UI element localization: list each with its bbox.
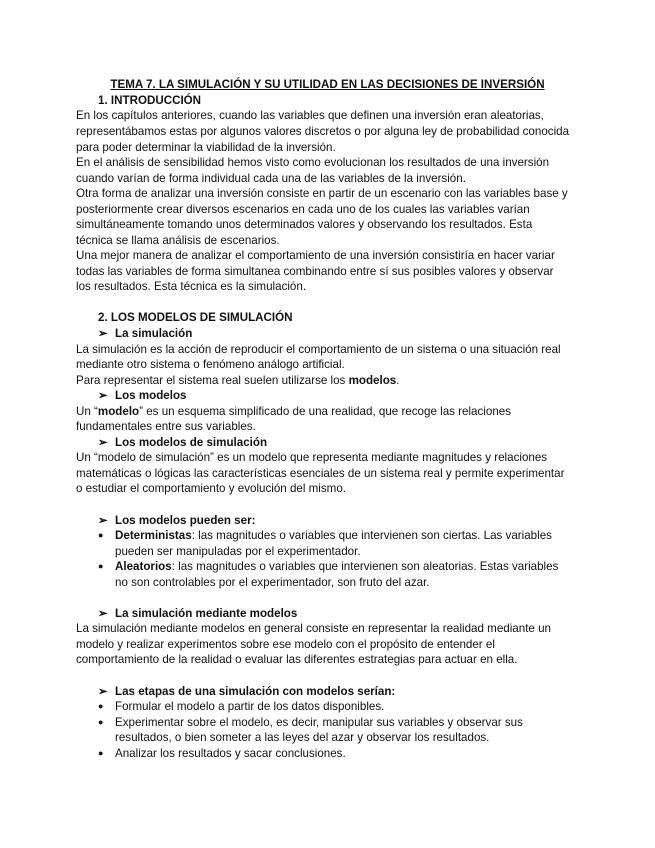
paragraph-line: La simulación mediante modelos en general consiste en representar la realidad mediante un — [76, 622, 551, 635]
list-item-continuation: pueden ser manipuladas por el experimentador. — [115, 545, 361, 558]
list-item-etapa: ● Analizar los resultados y sacar conclusiones. — [98, 747, 346, 760]
arrow-bullet-icon: ➢ — [98, 514, 108, 527]
intro-line: Una mejor manera de analizar el comportamiento de una inversión consistiría en hacer variar — [76, 249, 555, 262]
paragraph-line: Un “modelo” es un esquema simplificado de una realidad, que recoge las relaciones — [76, 405, 512, 418]
intro-line: todas las variables de forma simultanea combinando entre sí sus posibles valores y observar — [76, 265, 554, 278]
intro-line: cuando varían de forma individual cada una de las variables de la inversión. — [76, 172, 466, 185]
paragraph-line: o estudiar el comportamiento y evolución del mismo. — [76, 482, 347, 495]
intro-line: Otra forma de analizar una inversión consiste en partir de un escenario con las variables base y — [76, 187, 568, 200]
arrow-bullet-icon: ➢ — [98, 436, 108, 449]
bullet-icon: ● — [98, 717, 104, 727]
paragraph-line: Un “modelo de simulación” es un modelo que representa mediante magnitudes y relaciones — [76, 451, 548, 464]
paragraph-line: mediante otro sistema o fenómeno análogo artificial. — [76, 358, 345, 371]
subheading-modelos-simulacion: ➢ Los modelos de simulación — [98, 436, 268, 449]
intro-line: posteriormente crear diversos escenarios en cada uno de los cuales las variables varían — [76, 203, 530, 216]
list-item-deterministas: ● Deterministas: las magnitudes o variables que intervienen son ciertas. Las variables — [98, 529, 552, 542]
list-item-aleatorios: ● Aleatorios: las magnitudes o variables que intervienen son aleatorias. Estas variables — [98, 560, 559, 573]
intro-line: En el análisis de sensibilidad hemos visto como evolucionan los resultados de una inversión — [76, 156, 550, 169]
document-title: TEMA 7. LA SIMULACIÓN Y SU UTILIDAD EN LAS DECISIONES DE INVERSIÓN — [110, 78, 545, 91]
bullet-icon: ● — [98, 748, 104, 758]
arrow-bullet-icon: ➢ — [98, 607, 108, 620]
section-2-heading: 2. LOS MODELOS DE SIMULACIÓN — [98, 311, 293, 324]
list-item-etapa: ● Formular el modelo a partir de los datos disponibles. — [98, 700, 385, 713]
intro-line: En los capítulos anteriores, cuando las variables que definen una inversión eran aleatorias, — [76, 109, 544, 122]
paragraph-line: matemáticas o lógicas las características esenciales de un sistema real y permite experimentar — [76, 467, 565, 480]
list-item-continuation: resultados, o bien someter a las leyes del azar y observar los resultados. — [115, 731, 490, 744]
intro-line: técnica se llama análisis de escenarios. — [76, 234, 280, 247]
paragraph-line: comportamiento de la realidad o evaluar las diferentes estrategias para actuar en ella. — [76, 653, 518, 666]
paragraph-line: modelo y realizar experimentos sobre ese modelo con el propósito de entender el — [76, 638, 495, 651]
bullet-icon: ● — [98, 701, 104, 711]
arrow-bullet-icon: ➢ — [98, 327, 108, 340]
intro-line: representábamos estas por algunos valores discretos o por alguna ley de probabilidad conocida — [76, 125, 570, 138]
paragraph-line: fundamentales entre sus variables. — [76, 420, 256, 433]
list-item-continuation: no son controlables por el experimentador, son fruto del azar. — [115, 576, 430, 589]
intro-line: los resultados. Esta técnica es la simulación. — [76, 280, 307, 293]
paragraph-line: La simulación es la acción de reproducir el comportamiento de un sistema o una situación real — [76, 343, 561, 356]
paragraph-line: Para representar el sistema real suelen utilizarse los modelos. — [76, 374, 400, 387]
bullet-icon: ● — [98, 561, 104, 571]
arrow-bullet-icon: ➢ — [98, 389, 108, 402]
subheading-etapas: ➢ Las etapas de una simulación con modelos serían: — [98, 685, 396, 698]
bullet-icon: ● — [98, 530, 104, 540]
subheading-simulacion-mediante-modelos: ➢ La simulación mediante modelos — [98, 607, 298, 620]
arrow-bullet-icon: ➢ — [98, 685, 108, 698]
subheading-simulacion: ➢ La simulación — [98, 327, 193, 340]
subheading-pueden-ser: ➢ Los modelos pueden ser: — [98, 514, 256, 527]
subheading-modelos: ➢ Los modelos — [98, 389, 187, 402]
section-1-heading: 1. INTRODUCCIÓN — [98, 94, 202, 107]
intro-line: simultáneamente tomando unos determinados valores y observando los resultados. Esta — [76, 218, 533, 231]
list-item-etapa: ● Experimentar sobre el modelo, es decir, manipular sus variables y observar sus — [98, 716, 523, 729]
intro-line: para poder determinar la viabilidad de la inversión. — [76, 141, 336, 154]
